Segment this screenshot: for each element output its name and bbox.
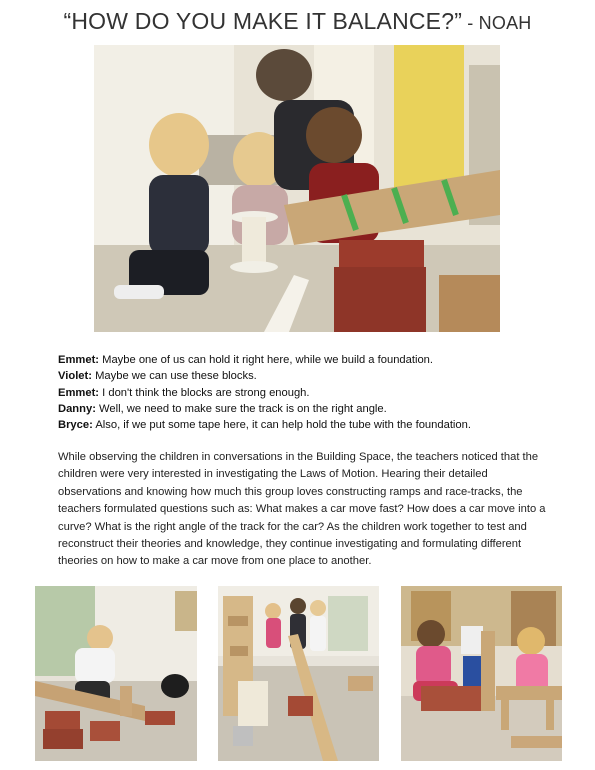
dialogue-line: [58, 352, 558, 368]
speaker-name: Emmet:: [58, 386, 100, 399]
dialogue-line: [58, 417, 558, 433]
speaker-name: Violet:: [58, 370, 92, 383]
bottom-photo-2: [218, 586, 379, 761]
speaker-name: Danny:: [58, 402, 96, 415]
dialogue-line: [58, 401, 558, 417]
dialogue-text: Maybe one of us can hold it right here, while we build a foundation.: [99, 354, 434, 366]
title-author: - NOAH: [462, 13, 532, 33]
title-quote: “HOW DO YOU MAKE IT BALANCE?”: [63, 8, 463, 34]
bottom-photo-3: [401, 586, 562, 761]
narrative-paragraph: While observing the children in conversations in the Building Space, the teachers noticed that the children were very interested in investigating the Laws of Motion. Hearing their detailed observations and knowing how much this group loves constructing ramps and race-tracks, the teachers formulated questions such as: What makes a car move fast? How does a car move into a curve? What is the right angle of the track for the car? As the children work together to test and reconstruct their theories and knowledge, they continue investigating and formulating different theories on how to make a car move from one place to another.: [58, 451, 546, 568]
speaker-name: Emmet:: [58, 354, 100, 366]
dialogue-section: [58, 352, 558, 433]
dialogue-line: [58, 385, 558, 401]
dialogue-text: Maybe we can use these blocks.: [91, 370, 257, 383]
main-photo: [94, 45, 500, 332]
dialogue-text: Also, if we put some tape here, it can help hold the tube with the foundation.: [92, 419, 471, 432]
dialogue-line: [58, 368, 558, 384]
speaker-name: Bryce:: [58, 419, 93, 432]
page-title: [0, 8, 595, 35]
bottom-photo-1: [35, 586, 197, 761]
dialogue-text: I don't think the blocks are strong enough.: [99, 386, 310, 399]
dialogue-text: Well, we need to make sure the track is on the right angle.: [95, 402, 387, 415]
